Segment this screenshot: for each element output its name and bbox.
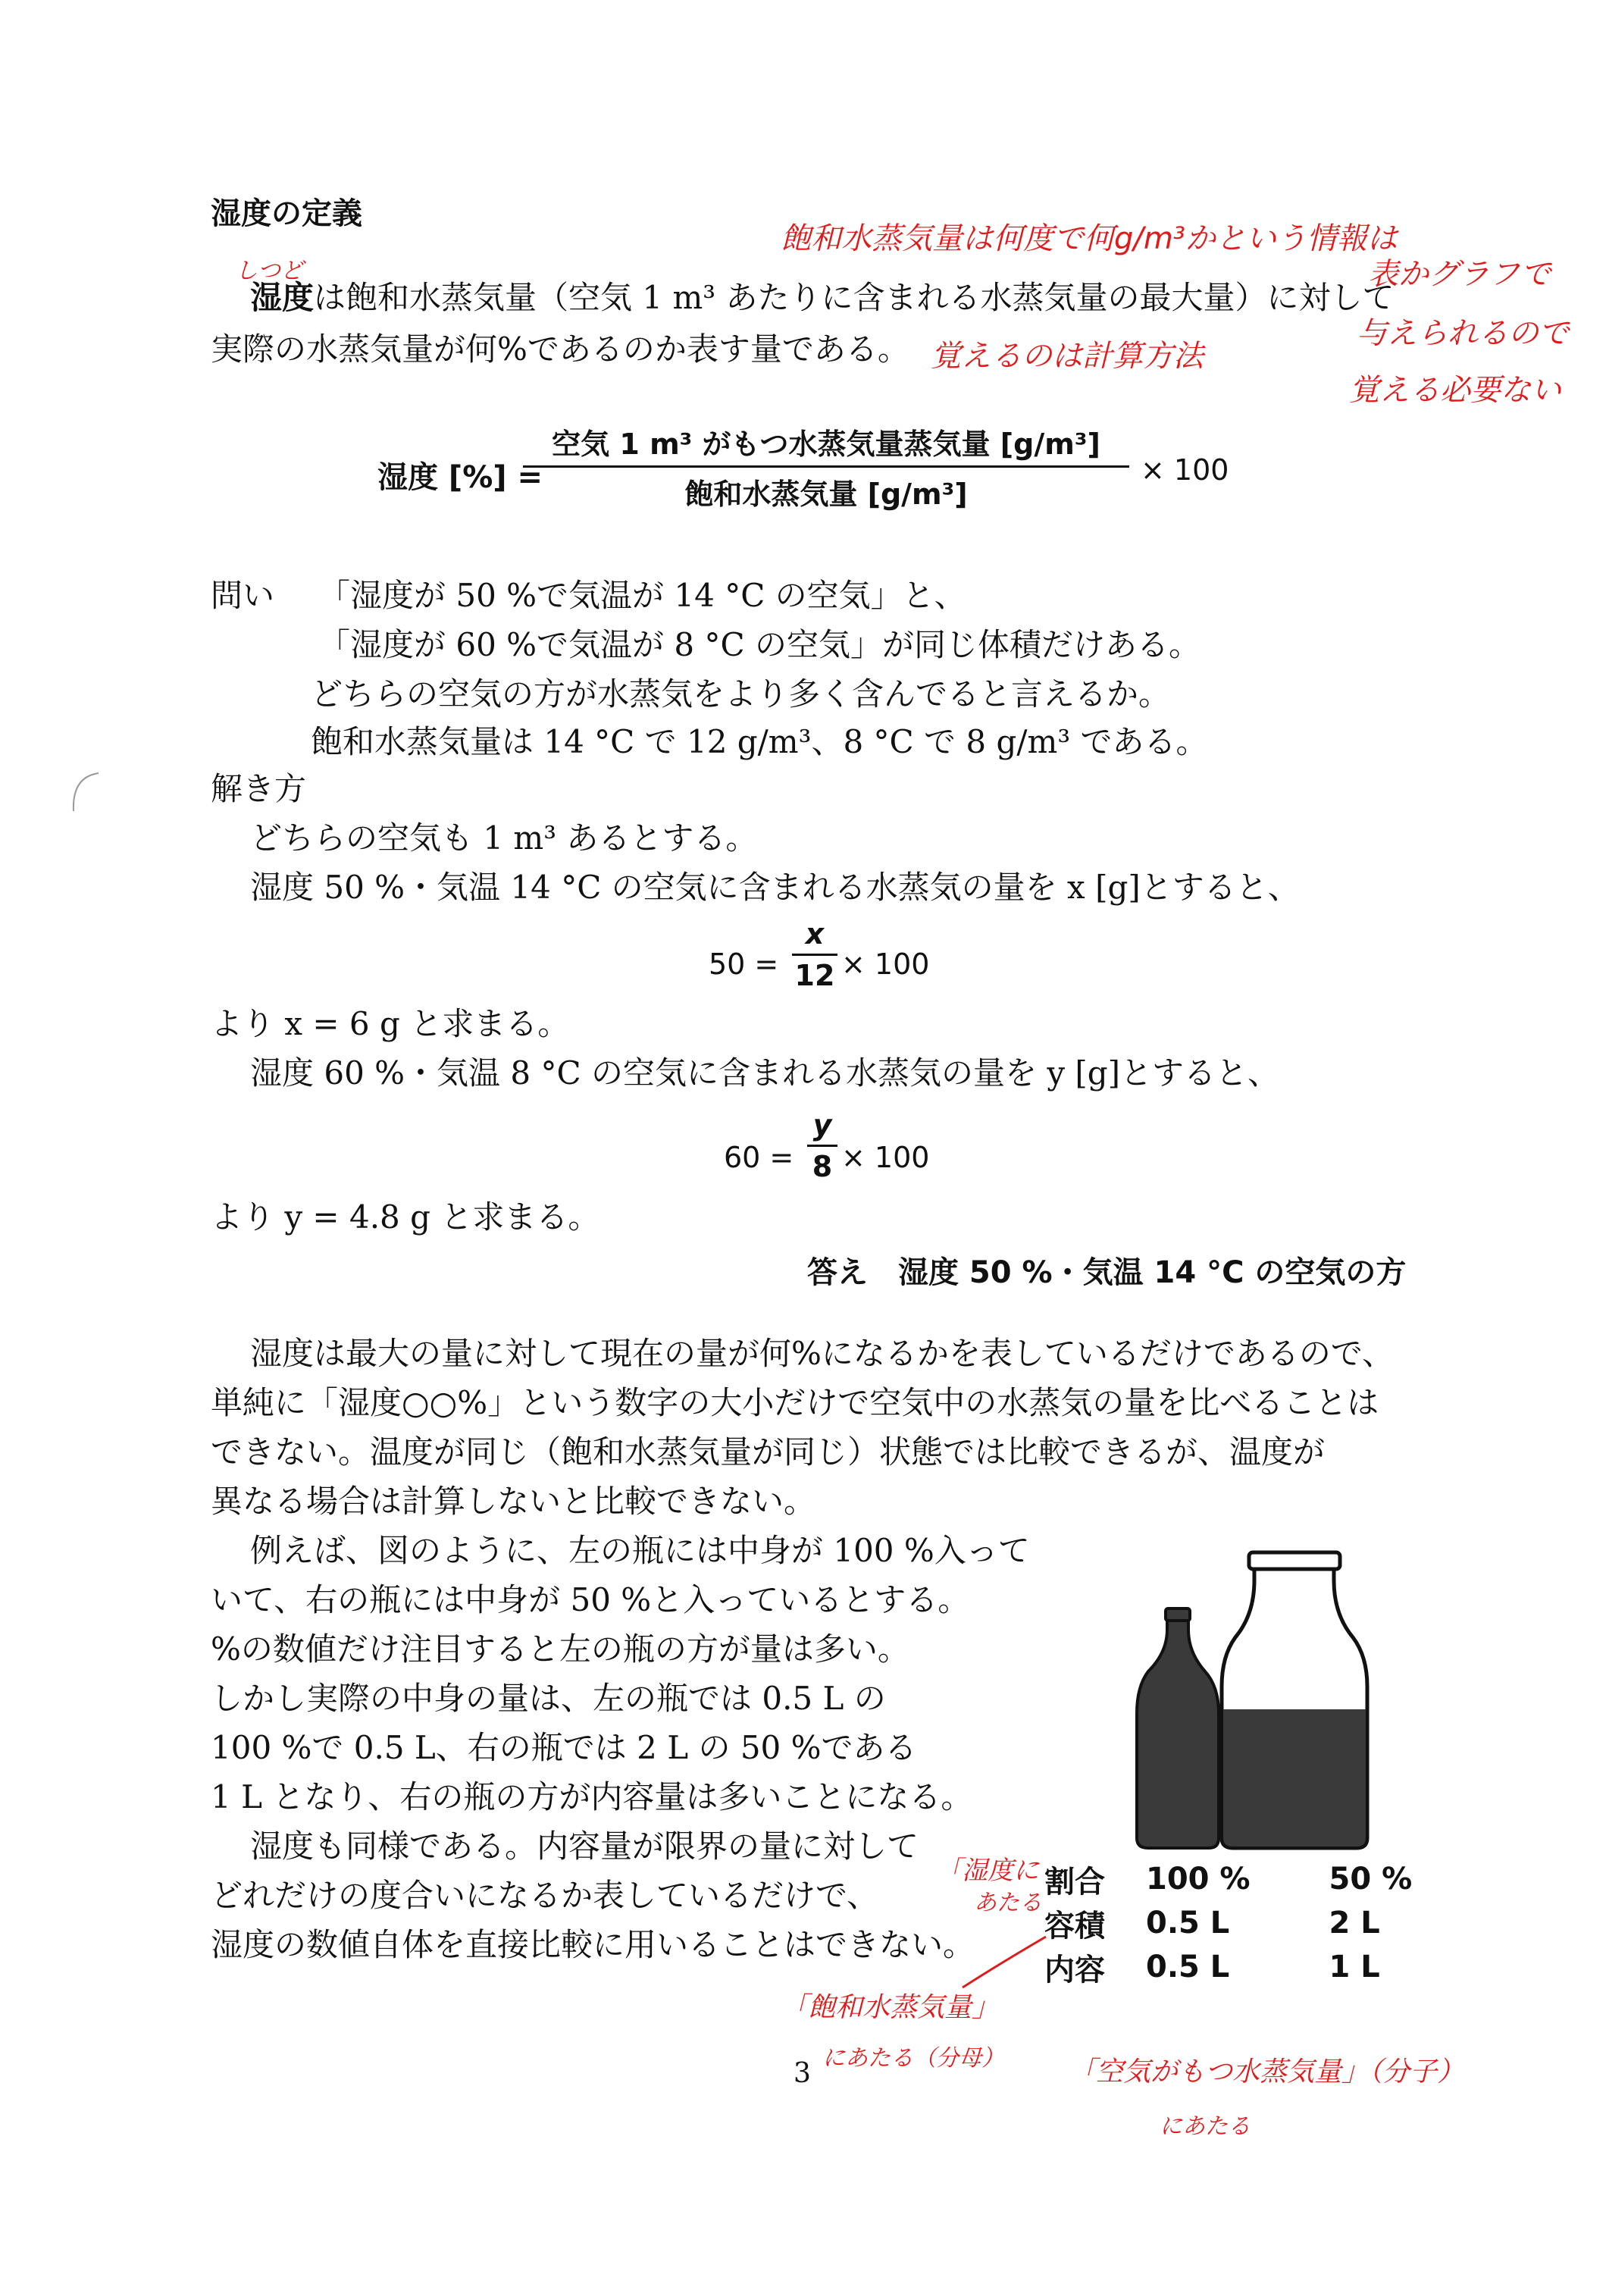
solution-result-2: より y = 4.8 g と求まる。 bbox=[211, 1198, 600, 1236]
right-value: 2 L bbox=[1329, 1906, 1380, 1940]
question-line-1: 「湿度が 50 %で気温が 14 °C の空気」と、 bbox=[318, 577, 966, 614]
fraction-bar bbox=[792, 954, 837, 956]
annotation-calc: 覚えるのは計算方法 bbox=[931, 339, 1204, 374]
explanation-line-1: 湿度は最大の量に対して現在の量が何%になるかを表しているだけであるので、 bbox=[250, 1335, 1395, 1372]
formula-denominator: 飽和水蒸気量 [g/m³] bbox=[684, 478, 968, 511]
equation-2-numerator: y bbox=[812, 1108, 832, 1142]
left-value: 100 % bbox=[1146, 1862, 1251, 1897]
left-bottle bbox=[1137, 1618, 1219, 1848]
question-line-2: 「湿度が 60 %で気温が 8 °C の空気」が同じ体積だけある。 bbox=[318, 626, 1200, 663]
explanation-line-4: 異なる場合は計算しないと比較できない。 bbox=[211, 1483, 816, 1520]
formula-fraction bbox=[523, 421, 1129, 512]
explanation-line-3: できない。温度が同じ（飽和水蒸気量が同じ）状態では比較できるが、温度が bbox=[211, 1433, 1326, 1471]
formula-numerator: 空気 1 m³ がもつ水蒸気量蒸気量 [g/m³] bbox=[552, 428, 1100, 461]
explanation-line-6: いて、右の瓶には中身が 50 %と入っているとする。 bbox=[211, 1581, 970, 1618]
annotation-pointer-line bbox=[955, 1933, 1053, 1994]
bottle-table bbox=[1044, 1857, 1430, 1989]
equation-1-fraction bbox=[792, 917, 837, 992]
answer: 答え 湿度 50 %・気温 14 °C の空気の方 bbox=[807, 1255, 1407, 1290]
table-row bbox=[1044, 1901, 1430, 1945]
explanation-line-13: 湿度の数値自体を直接比較に用いることはできない。 bbox=[211, 1926, 975, 1963]
furigana-annotation: しつど bbox=[235, 258, 303, 284]
intro-line-1 bbox=[250, 279, 1395, 316]
question-line-3: どちらの空気の方が水蒸気をより多く含んでると言えるか。 bbox=[311, 675, 1171, 713]
annotation-left-1: 「湿度に bbox=[936, 1856, 1039, 1886]
explanation-line-11: 湿度も同様である。内容量が限界の量に対して bbox=[250, 1828, 919, 1865]
equation-1-numerator: x bbox=[805, 917, 825, 951]
fraction-bar bbox=[807, 1145, 837, 1147]
formula-rhs: × 100 bbox=[1141, 453, 1229, 487]
annotation-left-2: あたる bbox=[974, 1890, 1042, 1916]
row-label: 割合 bbox=[1044, 1864, 1105, 1900]
intro-line-2: 実際の水蒸気量が何%であるのか表す量である。 bbox=[211, 330, 909, 368]
annotation-bottom-right-2: にあたる bbox=[1160, 2113, 1251, 2140]
intro-line-1-rest: は飽和水蒸気量（空気 1 m³ あたりに含まれる水蒸気量の最大量）に対して bbox=[314, 279, 1395, 316]
question-label: 問い bbox=[211, 577, 275, 614]
explanation-line-9: 100 %で 0.5 L、右の瓶では 2 L の 50 %である bbox=[211, 1729, 917, 1766]
table-row bbox=[1044, 1945, 1430, 1989]
annotation-bottom-right-1: 「空気がもつ水蒸気量」（分子） bbox=[1069, 2056, 1465, 2088]
fraction-bar bbox=[523, 465, 1129, 468]
explanation-line-5: 例えば、図のように、左の瓶には中身が 100 %入って bbox=[250, 1532, 1030, 1569]
annotation-bottom-left-2: にあたる（分母） bbox=[822, 2045, 1004, 2072]
row-label: 内容 bbox=[1044, 1952, 1105, 1987]
scan-mark bbox=[64, 769, 102, 815]
explanation-line-8: しかし実際の中身の量は、左の瓶では 0.5 L の bbox=[211, 1680, 886, 1717]
explanation-line-7: %の数値だけ注目すると左の瓶の方が量は多い。 bbox=[211, 1630, 909, 1668]
explanation-line-2: 単純に「湿度○○%」という数字の大小だけで空気中の水蒸気の量を比べることは bbox=[211, 1384, 1379, 1421]
right-value: 1 L bbox=[1329, 1950, 1380, 1984]
right-bottle-contents bbox=[1223, 1709, 1366, 1847]
page-number: 3 bbox=[794, 2058, 811, 2089]
solution-label: 解き方 bbox=[211, 770, 307, 807]
section-heading: 湿度の定義 bbox=[211, 196, 362, 231]
solution-line-3: 湿度 60 %・気温 8 °C の空気に含まれる水蒸気の量を y [g]とすると、 bbox=[250, 1054, 1280, 1092]
intro-term: 湿度 bbox=[250, 279, 315, 316]
equation-2-rhs: × 100 bbox=[841, 1141, 930, 1174]
equation-1-lhs: 50 = bbox=[709, 948, 779, 981]
explanation-line-12: どれだけの度合いになるか表しているだけで、 bbox=[211, 1877, 879, 1914]
equation-1-denominator: 12 bbox=[794, 959, 835, 992]
explanation-line-10: 1 L となり、右の瓶の方が内容量は多いことになる。 bbox=[211, 1778, 973, 1815]
question-line-4: 飽和水蒸気量は 14 °C で 12 g/m³、8 °C で 8 g/m³ である。 bbox=[311, 723, 1208, 760]
bottles-figure bbox=[1122, 1539, 1379, 1857]
annotation-top-3: 与えられるので bbox=[1357, 316, 1569, 351]
equation-2-lhs: 60 = bbox=[724, 1141, 794, 1174]
annotation-top-2: 表かグラフで bbox=[1368, 257, 1551, 292]
solution-line-1: どちらの空気も 1 m³ あるとする。 bbox=[250, 819, 758, 857]
solution-result-1: より x = 6 g と求まる。 bbox=[211, 1005, 570, 1042]
equation-2-denominator: 8 bbox=[812, 1150, 833, 1183]
formula-lhs: 湿度 [%] = bbox=[377, 460, 543, 495]
equation-2-fraction bbox=[807, 1108, 837, 1183]
left-value: 0.5 L bbox=[1146, 1906, 1230, 1940]
right-bottle-cap bbox=[1249, 1552, 1340, 1569]
table-row bbox=[1044, 1857, 1430, 1901]
left-bottle-cap bbox=[1166, 1608, 1190, 1621]
annotation-top-4: 覚える必要ない bbox=[1349, 373, 1561, 408]
solution-line-2: 湿度 50 %・気温 14 °C の空気に含まれる水蒸気の量を x [g]とすると、 bbox=[250, 869, 1300, 906]
annotation-bottom-left-1: 「飽和水蒸気量」 bbox=[781, 1992, 1000, 2023]
annotation-top-1: 飽和水蒸気量は何度で何g/m³かという情報は bbox=[781, 221, 1398, 256]
equation-1-rhs: × 100 bbox=[841, 948, 930, 981]
row-label: 容積 bbox=[1044, 1908, 1105, 1944]
left-value: 0.5 L bbox=[1146, 1950, 1230, 1984]
right-value: 50 % bbox=[1329, 1862, 1413, 1897]
